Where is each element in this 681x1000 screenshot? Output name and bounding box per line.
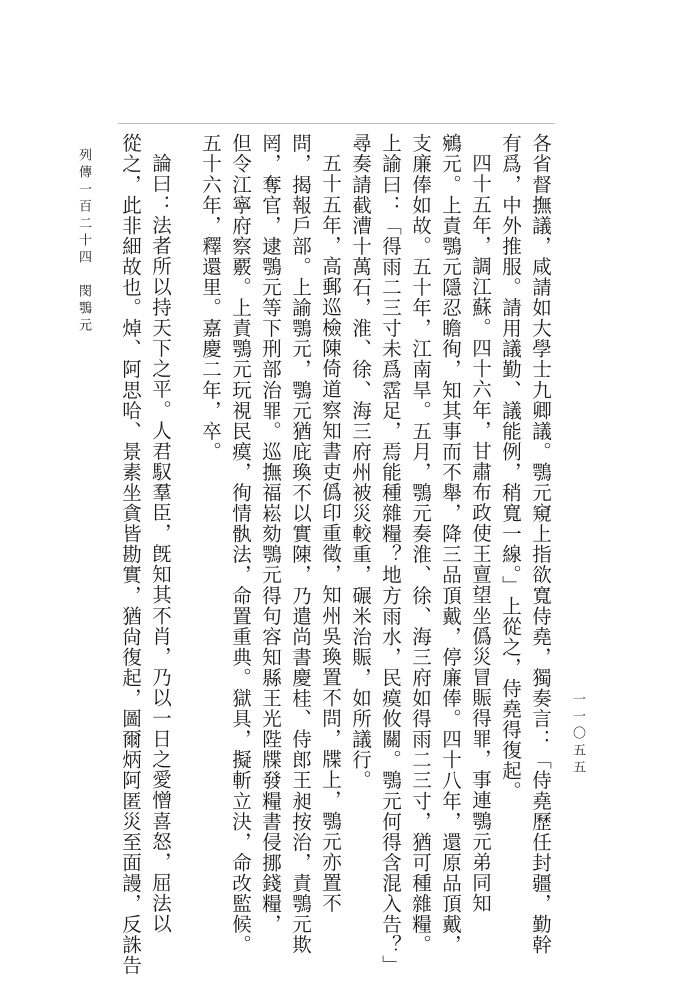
text-column-12: 五十六年，釋還里。嘉慶二年，卒。 <box>199 133 222 462</box>
text-column-4: 鵷元。上責鶚元隱忍瞻徇，知其事而不舉，降三品頂戴，停廉俸。四十八年，還原品頂戴， <box>439 133 462 955</box>
page-number: 一一〇五五 <box>570 692 585 777</box>
text-column-5: 支廉俸如故。五十年，江南旱。五月，鶚元奏淮、徐、海三府如得雨二三寸，猶可種雜糧。 <box>409 133 432 955</box>
text-column-1: 各省督撫議，咸請如大學士九卿議。鶚元窺上指欲寬侍堯，獨奏言：「侍堯歷任封疆，勤幹 <box>529 133 552 955</box>
text-column-10: 罔，奪官，逮鶚元等下刑部治罪。巡撫福崧劾鶚元得句容知縣王光陛牒發糧書侵挪錢糧， <box>259 133 282 935</box>
text-column-8: 五十五年，高郵巡檢陳倚道察知書吏僞印重徵，知州吳瑍置不問，牒上，鶚元亦置不 <box>319 153 342 914</box>
text-column-3: 四十五年，調江蘇。四十六年，甘肅布政使王亶望坐僞災冒賑得罪，事連鶚元弟同知 <box>469 153 492 914</box>
text-column-6: 上諭曰：「得雨二三寸未爲霑足，焉能種雜糧？地方雨水，民瘼攸關。鶚元何得含混入告？」 <box>379 133 402 976</box>
text-column-7: 尋奏請截漕十萬石，淮、徐、海三府州被災較重，碾米治賑，如所議行。 <box>349 133 372 791</box>
text-column-2: 有爲，中外推服。請用議勤、議能例，稍寬一線。」上從之，侍堯得復起。 <box>499 133 522 802</box>
text-column-9: 問，揭報戶部。上諭鶚元，鶚元猶庇瑍不以實陳，乃遣尚書慶桂、侍郎王昶按治，責鶚元欺 <box>289 133 312 955</box>
margin-running-title: 列傳一百二十四 閔鶚元 <box>76 148 91 335</box>
text-column-11: 但令江寧府察覈。上責鶚元玩視民瘼，徇情骫法，命置重典。獄具，擬斬立決，命改監候。 <box>229 133 252 955</box>
text-column-13: 論曰：法者所以持天下之平。人君馭羣臣，旣知其不肖，乃以一日之愛憎喜怒，屈法以 <box>149 153 172 934</box>
page-top-rule <box>118 123 555 124</box>
text-column-14: 從之，此非細故也。焯、阿思哈、景素坐貪皆勘實，猶尙復起，圖爾炳阿匿災至面謾，反誅告 <box>119 133 142 976</box>
